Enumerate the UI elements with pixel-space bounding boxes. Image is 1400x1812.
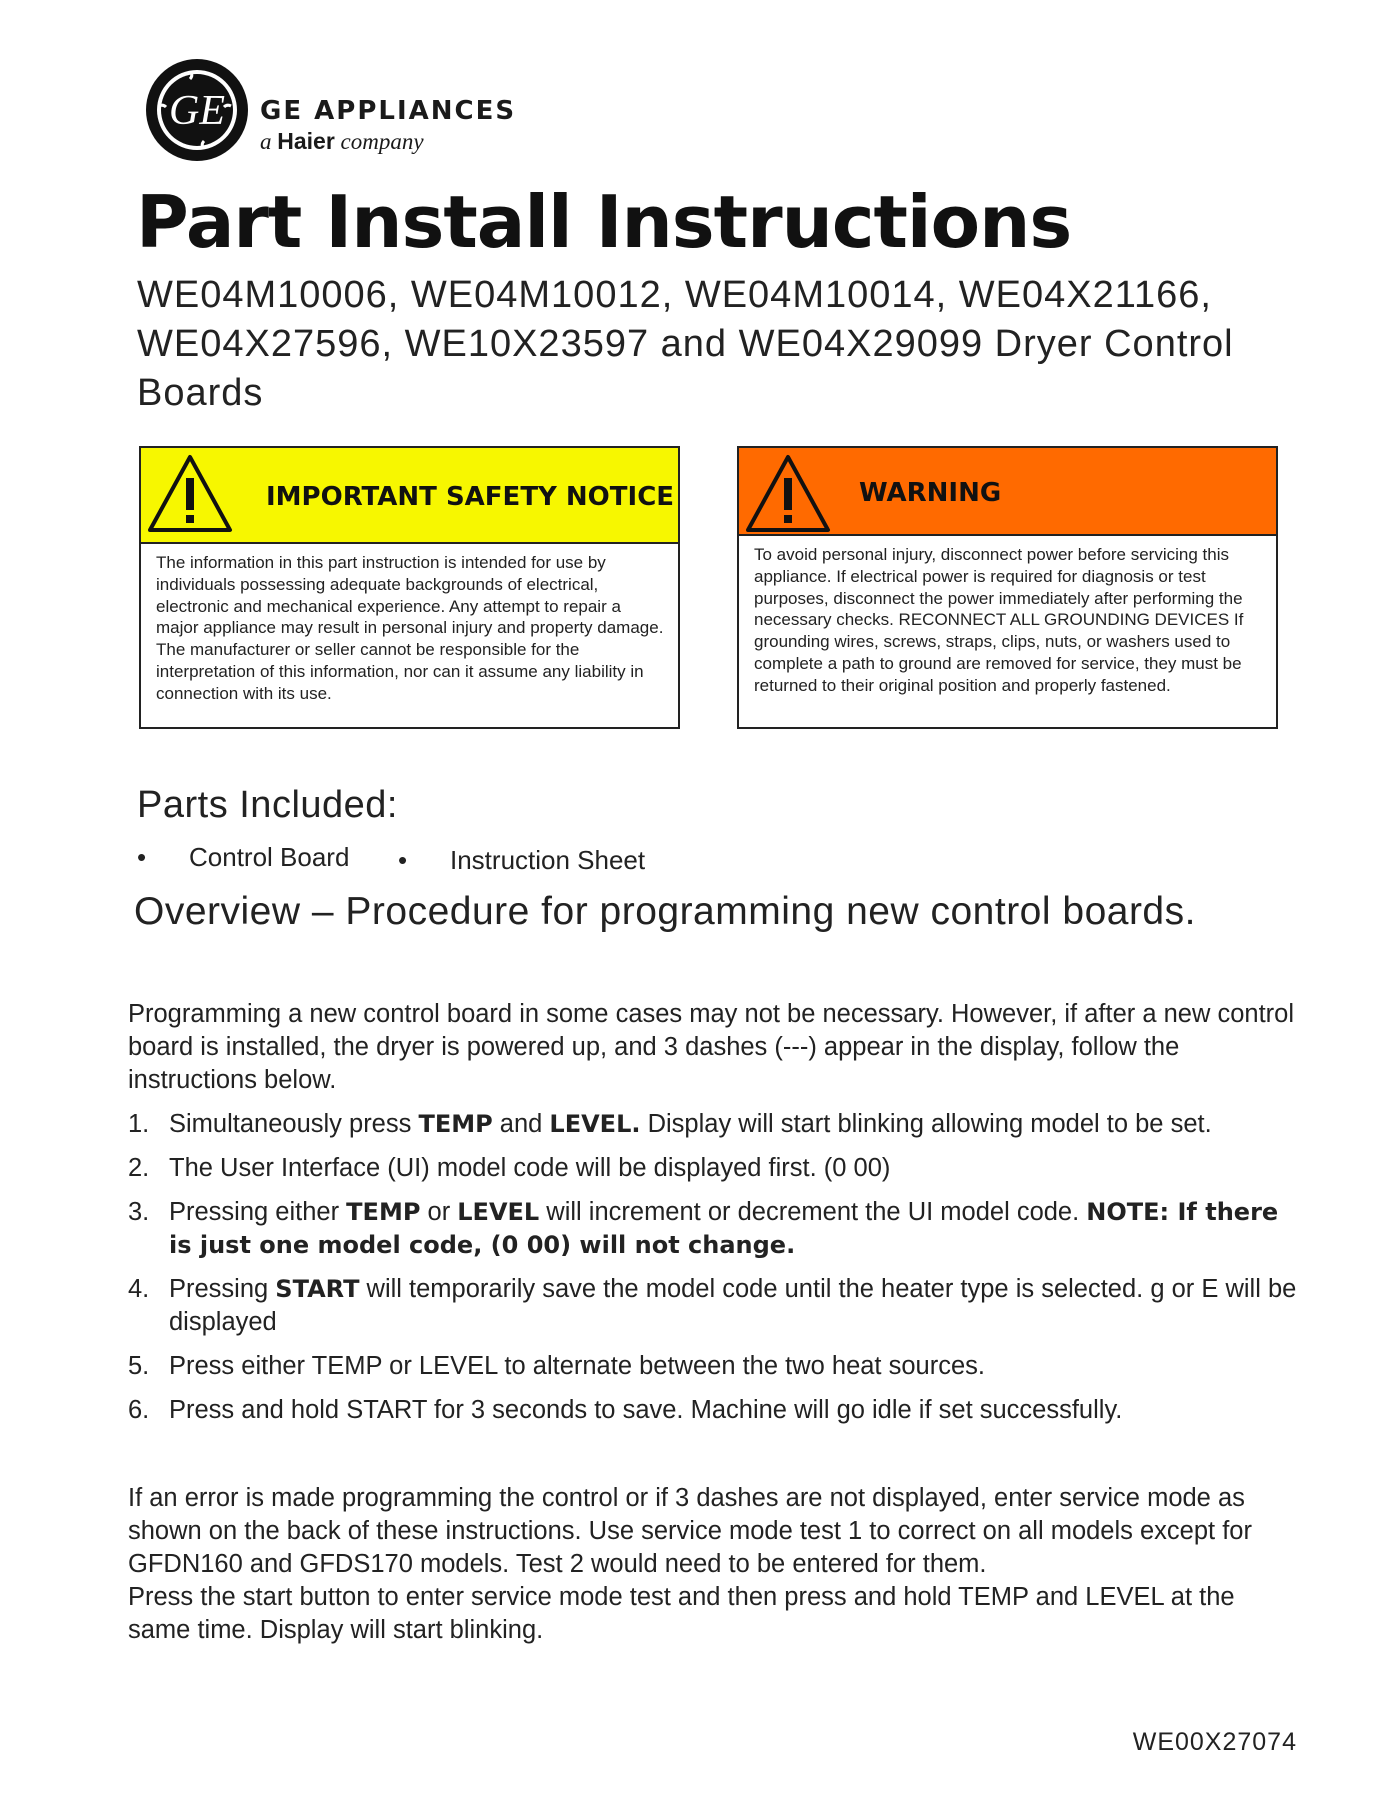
- safety-notice-header: [141, 448, 678, 544]
- list-item: [128, 1108, 1308, 1141]
- warning-notice-box: [737, 446, 1278, 729]
- safety-notice-body: The information in this part instruction is intended for use by individuals possessing adequate backgrounds of electrical, electronic and mechanical experience. Any attempt to repair a major appliance may result in personal injury and property damage. The manufacturer or seller cannot be responsible for the interpretation of this information, nor can it assume any liability in connection with its use.: [156, 553, 664, 703]
- list-item: [137, 842, 349, 873]
- step-text: Display will start blinking allowing model to be set.: [640, 1110, 1212, 1138]
- ge-logo-icon: [145, 58, 249, 162]
- warning-notice-body: To avoid personal injury, disconnect power before servicing this appliance. If electrical power is required for diagnosis or test purposes, disconnect the power immediately after performing the necessary checks. RECONNECT ALL GROUNDING DEVICES If grounding wires, screws, straps, clips, nuts, or washers used to complete a path to ground are removed for service, they must be returned to their original position and properly fastened.: [754, 545, 1244, 695]
- step-text: and: [492, 1110, 550, 1138]
- page-subtitle: WE04M10006, WE04M10012, WE04M10014, WE04X21166, WE04X27596, WE10X23597 and WE04X29099 Dryer Control Boards: [137, 274, 1234, 414]
- overview-heading: Overview – Procedure for programming new control boards.: [134, 890, 1196, 933]
- warning-triangle-icon: [743, 452, 833, 534]
- step-key: LEVEL: [457, 1198, 540, 1226]
- brand-name: GE APPLIANCES: [260, 96, 517, 126]
- step-key: TEMP: [346, 1198, 421, 1226]
- error-text: If an error is made programming the control or if 3 dashes are not displayed, enter service mode as shown on the back of these instructions. Use service mode test 1 to correct on all models except for GFDN160 and GFDS170 models. Test 2 would need to be entered for them.: [128, 1484, 1252, 1578]
- step-number: 6.: [128, 1396, 150, 1424]
- steps-list: [128, 1108, 1308, 1438]
- step-text: Simultaneously press: [169, 1110, 419, 1138]
- error-text-2: Press the start button to enter service mode test and then press and hold TEMP and LEVEL at the same time. Display will start blinking.: [128, 1583, 1235, 1644]
- step-note: NOTE: If there is just one model code, (0 00) will not change.: [169, 1198, 1279, 1259]
- step-text: or: [420, 1198, 458, 1226]
- intro-paragraph: Programming a new control board in some cases may not be necessary. However, if after a new control board is installed, the dryer is powered up, and 3 dashes (---) appear in the display, follow the instructions below.: [128, 1000, 1294, 1094]
- list-item: [128, 1350, 1308, 1383]
- page-title: Part Install Instructions: [136, 180, 1072, 264]
- tagline-suffix: company: [334, 129, 424, 154]
- step-number: 5.: [128, 1352, 150, 1380]
- step-number: 2.: [128, 1154, 150, 1182]
- step-text: The User Interface (UI) model code will be displayed first. (0 00): [169, 1154, 891, 1182]
- step-text: Press either TEMP or LEVEL to alternate between the two heat sources.: [169, 1352, 985, 1380]
- brand-tagline: [260, 128, 424, 155]
- warning-notice-title: WARNING: [859, 478, 1002, 508]
- step-text: will temporarily save the model code until the heater type is selected. g or E will be displayed: [169, 1275, 1297, 1336]
- part-label: Control Board: [189, 842, 350, 872]
- tagline-brand: Haier: [277, 128, 335, 154]
- list-item: [128, 1152, 1308, 1185]
- tagline-prefix: a: [260, 129, 278, 154]
- parts-included-heading: Parts Included:: [137, 784, 398, 826]
- step-text: Pressing: [169, 1275, 276, 1303]
- list-item: [128, 1394, 1308, 1427]
- safety-notice-title: IMPORTANT SAFETY NOTICE: [266, 482, 675, 512]
- list-item: [128, 1196, 1308, 1262]
- list-item: [398, 845, 645, 876]
- safety-notice-box: [139, 446, 680, 729]
- step-text: Press and hold START for 3 seconds to save. Machine will go idle if set successfully.: [169, 1396, 1123, 1424]
- bullet: •: [137, 842, 147, 872]
- step-key: START: [275, 1275, 360, 1303]
- logo-monogram: GE: [169, 88, 225, 134]
- part-label: Instruction Sheet: [450, 845, 646, 875]
- document-number: WE00X27074: [1132, 1728, 1297, 1756]
- step-key: LEVEL.: [549, 1110, 641, 1138]
- error-paragraph: [128, 1482, 1300, 1647]
- step-number: 3.: [128, 1198, 150, 1226]
- bullet: •: [398, 845, 408, 875]
- warning-notice-header: [739, 448, 1276, 536]
- step-text: will increment or decrement the UI model code.: [539, 1198, 1087, 1226]
- warning-triangle-icon: [145, 452, 235, 534]
- step-text: Pressing either: [169, 1198, 347, 1226]
- step-number: 1.: [128, 1110, 150, 1138]
- step-number: 4.: [128, 1275, 150, 1303]
- step-key: TEMP: [418, 1110, 493, 1138]
- list-item: [128, 1273, 1308, 1339]
